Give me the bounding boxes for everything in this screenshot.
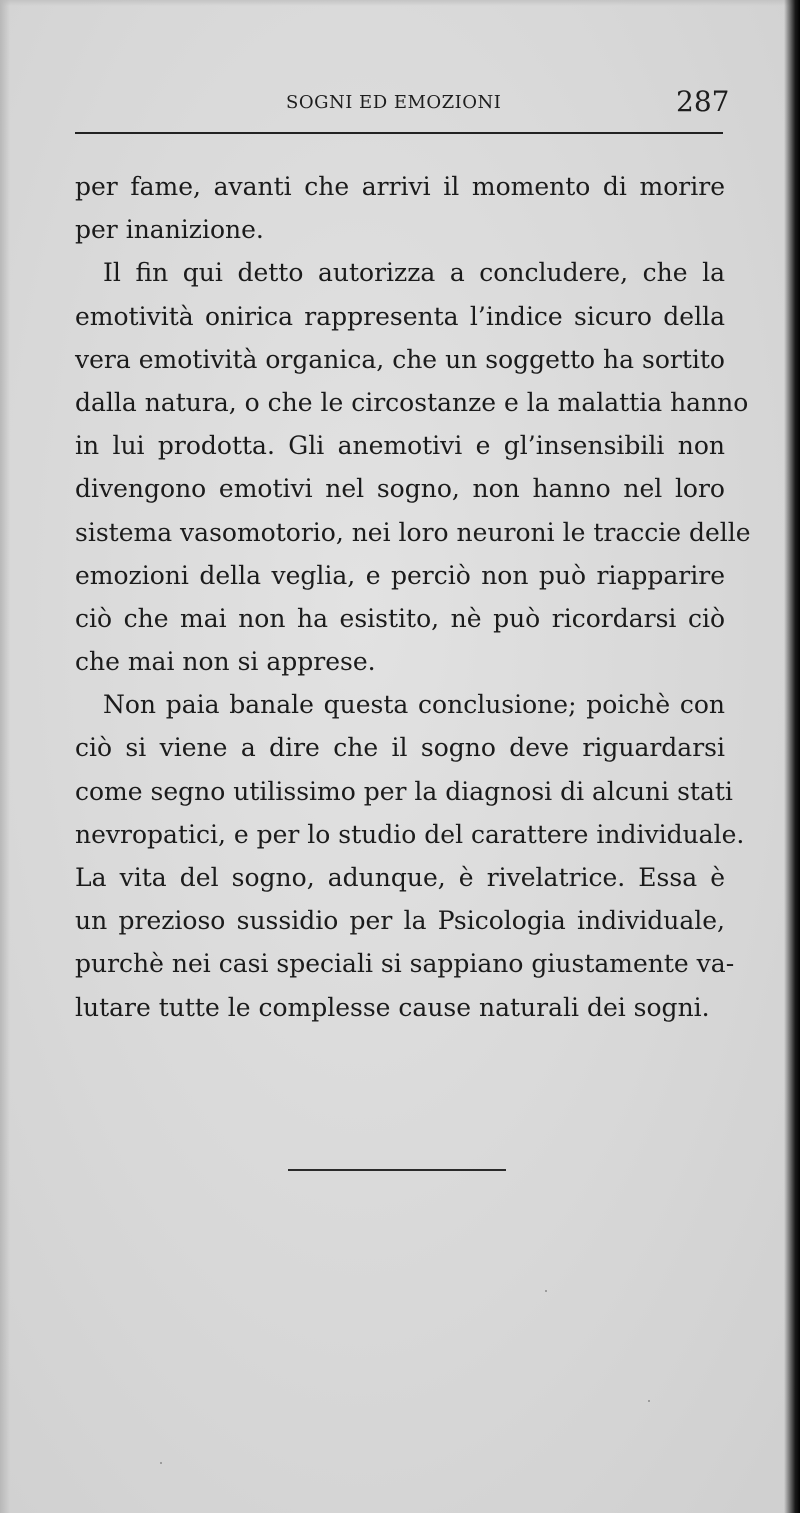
body-text (75, 165, 751, 1029)
text-line: divengono emotivi nel sogno, non hanno nel loro (75, 474, 725, 504)
text-line: emotività onirica rappresenta l’indice sicuro della (75, 301, 725, 331)
text-line: per fame, avanti che arrivi il momento di morire (75, 172, 725, 201)
page-top-shadow (0, 0, 800, 6)
paper-speck (160, 1462, 162, 1464)
text-line: vera emotività organica, che un soggetto ha sortito (75, 344, 725, 374)
text-line: in lui prodotta. Gli anemotivi e gl’insensibili non (75, 431, 725, 461)
header-rule (75, 132, 723, 134)
paper-speck (545, 1290, 547, 1292)
paragraph-start-line: Il fin qui detto autorizza a concludere, che la (103, 258, 725, 288)
running-title: SOGNI ED EMOZIONI (286, 92, 502, 113)
page-left-shadow (0, 0, 10, 1513)
text-line: per inanizione. (75, 215, 264, 245)
page-number: 287 (676, 85, 730, 118)
text-line: La vita del sogno, adunque, è rivelatrice. Essa è (75, 863, 725, 892)
text-line: un prezioso sussidio per la Psicologia individuale, (75, 906, 725, 936)
text-line: come segno utilissimo per la diagnosi di alcuni stati (75, 776, 733, 806)
text-line: lutare tutte le complesse cause naturali dei sogni. (75, 992, 710, 1022)
paragraph-start-line: Non paia banale questa conclusione; poichè con (103, 690, 725, 720)
text-line: emozioni della veglia, e perciò non può riapparire (75, 560, 725, 590)
text-line: nevropatici, e per lo studio del carattere individuale. (75, 819, 745, 849)
text-line: che mai non si apprese. (75, 647, 376, 677)
text-line: purchè nei casi speciali si sappiano giustamente va- (75, 949, 735, 979)
text-line: ciò che mai non ha esistito, nè può ricordarsi ciò (75, 603, 725, 633)
paper-speck (648, 1400, 650, 1402)
page-right-edge (784, 0, 800, 1513)
text-line: sistema vasomotorio, nei loro neuroni le traccie delle (75, 517, 751, 547)
section-end-rule (288, 1169, 506, 1171)
text-line: dalla natura, o che le circostanze e la malattia hanno (75, 387, 749, 417)
text-line: ciò si viene a dire che il sogno deve riguardarsi (75, 733, 725, 763)
